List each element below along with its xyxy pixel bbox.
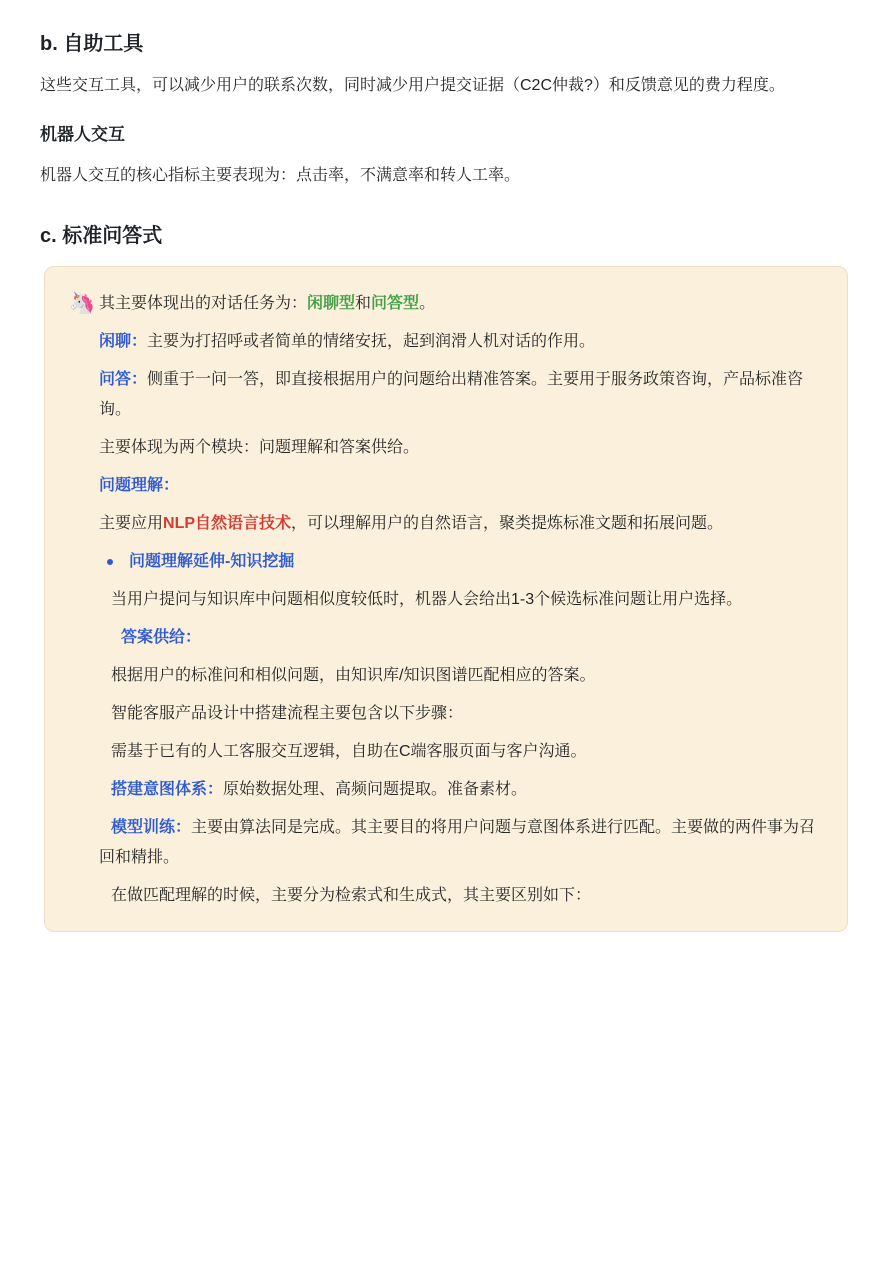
paragraph-interaction-tools: 这些交互工具，可以减少用户的联系次数，同时减少用户提交证据（C2C仲裁?）和反馈意见的费力程度。 (40, 77, 785, 94)
unicorn-emoji-icon: 🦄 (69, 292, 96, 315)
callout-para-chat (99, 327, 823, 357)
chat-label: 闲聊： (99, 333, 148, 350)
qa-label: 问答： (99, 371, 148, 388)
callout-para-intro (99, 289, 823, 319)
qa-type-tag: 问答型 (371, 295, 420, 312)
qa-text: 侧重于一问一答，即直接根据用户的问题给出精准答案。主要用于服务政策咨询，产品标准咨询。 (99, 371, 804, 418)
nlp-highlight: NLP自然语言技术 (163, 515, 292, 532)
callout-content (99, 289, 823, 911)
callout-para-qa (99, 365, 823, 425)
paragraph-robot-metrics: 机器人交互的核心指标主要表现为：点击率，不满意率和转人工率。 (40, 167, 521, 184)
callout-para-nlp (99, 509, 823, 539)
intent-label: 搭建意图体系： (111, 781, 224, 798)
callout-para-modules: 主要体现为两个模块：问题理解和答案供给。 (99, 439, 420, 456)
training-text: 主要由算法同是完成。其主要目的将用户问题与意图体系进行匹配。主要做的两件事为召回和精排。 (99, 819, 816, 866)
callout-para-matching-types: 在做匹配理解的时候，主要分为检索式和生成式，其主要区别如下： (111, 887, 592, 904)
heading-standard-qa: c. 标准问答式 (40, 225, 163, 247)
intent-text: 原始数据处理、高频问题提取。准备素材。 (223, 781, 528, 798)
chat-text: 主要为打招呼或者简单的情绪安抚，起到润滑人机对话的作用。 (147, 333, 596, 350)
callout-label-answer-supply: 答案供给： (121, 629, 202, 646)
chat-type-tag: 闲聊型 (307, 295, 356, 312)
intro-conjunction: 和 (355, 295, 372, 312)
callout-para-answer-matching: 根据用户的标准问和相似问题，由知识库/知识图谱匹配相应的答案。 (111, 667, 596, 684)
training-label: 模型训练： (111, 819, 192, 836)
callout-bullet-knowledge-mining (99, 547, 823, 577)
nlp-prefix: 主要应用 (99, 515, 164, 532)
intro-prefix: 其主要体现出的对话任务为： (99, 295, 308, 312)
subheading-robot-interaction: 机器人交互 (40, 125, 125, 144)
callout-para-build-process: 智能客服产品设计中搭建流程主要包含以下步骤： (111, 705, 464, 722)
callout-box (44, 266, 848, 932)
callout-para-candidate-questions: 当用户提问与知识库中问题相似度较低时，机器人会给出1-3个候选标准问题让用户选择。 (111, 591, 743, 608)
callout-label-question-understanding: 问题理解： (99, 477, 180, 494)
bullet-text: 问题理解延伸-知识挖掘 (129, 553, 295, 570)
callout-para-base-logic: 需基于已有的人工客服交互逻辑，自助在C端客服页面与客户沟通。 (111, 743, 587, 760)
bullet-dot-icon (107, 559, 113, 565)
heading-self-service-tools: b. 自助工具 (40, 33, 144, 55)
callout-para-model-training (99, 813, 823, 873)
intro-period: 。 (419, 295, 436, 312)
nlp-suffix: ，可以理解用户的自然语言，聚类提炼标准文题和拓展问题。 (291, 515, 724, 532)
callout-para-intent-system (99, 775, 823, 805)
